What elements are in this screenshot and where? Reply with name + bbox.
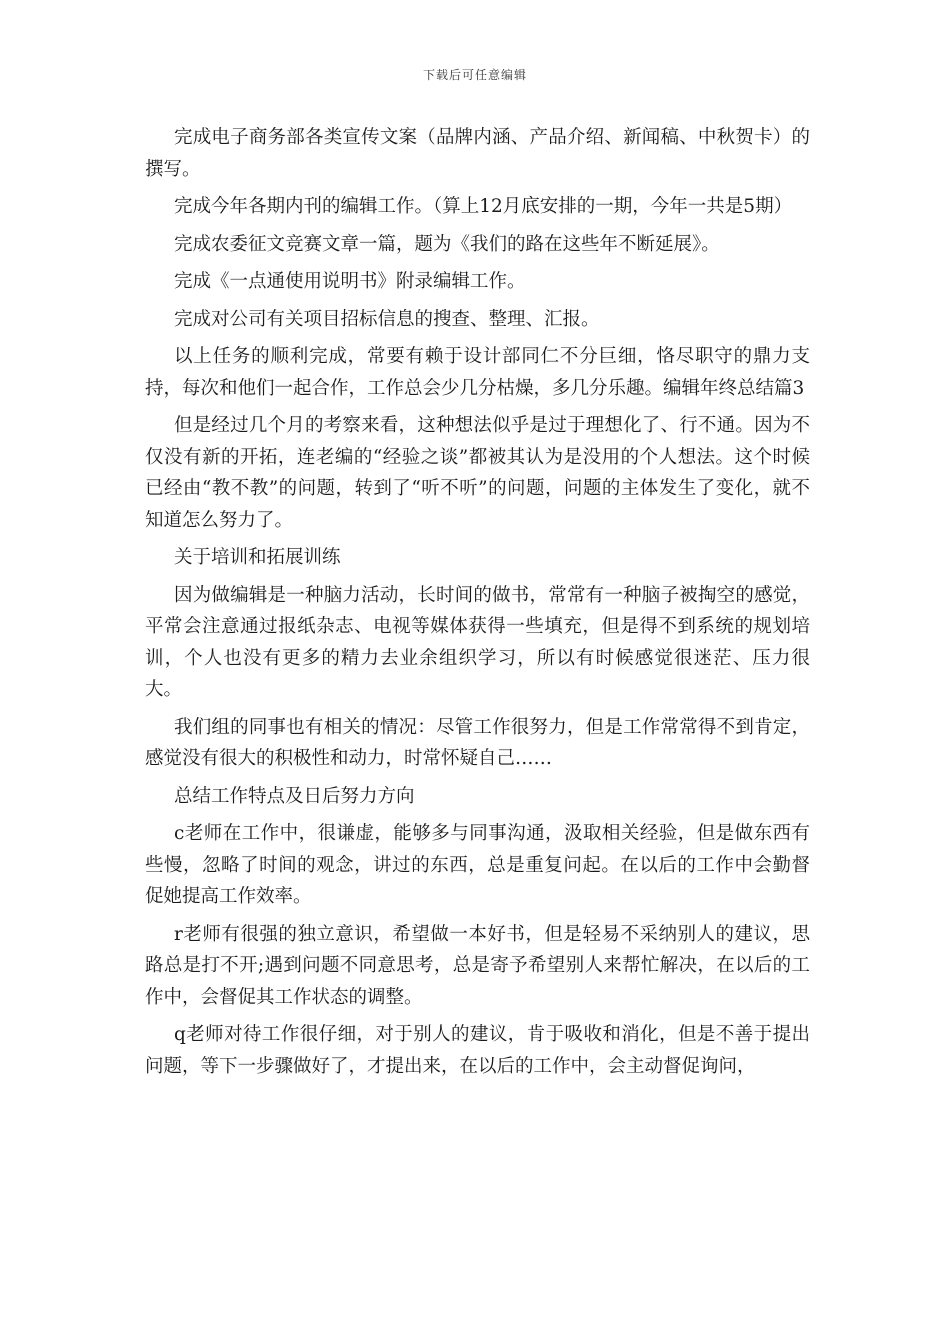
paragraph-6: 以上任务的顺利完成，常要有赖于设计部同仁不分巨细，恪尽职守的鼎力支持，每次和他们一起合作，工作总会少几分枯燥，多几分乐趣。编辑年终总结篇3 bbox=[145, 346, 810, 399]
section-heading-training: 关于培训和拓展训练 bbox=[174, 547, 341, 568]
paragraph-1: 完成电子商务部各类宣传文案（品牌内涵、产品介绍、新闻稿、中秋贺卡）的撰写。 bbox=[145, 127, 810, 180]
paragraph-3: 完成农委征文竞赛文章一篇，题为《我们的路在这些年不断延展》。 bbox=[174, 233, 720, 255]
section-heading-summary: 总结工作特点及日后努力方向 bbox=[174, 785, 415, 807]
paragraph-2: 完成今年各期内刊的编辑工作。（算上12月底安排的一期，今年一共是5期） bbox=[174, 196, 793, 217]
paragraph-7: 但是经过几个月的考察来看，这种想法似乎是过于理想化了、行不通。因为不仅没有新的开拓，连老编的“经验之谈”都被其认为是没用的个人想法。这个时候已经由“教不教”的问题，转到了“听不听”的问题，问题的主体发生了变化，就不知道怎么努力了。 bbox=[145, 415, 810, 531]
paragraph-13: r老师有很强的独立意识，希望做一本好书，但是轻易不采纳别人的建议，思路总是打不开;遇到问题不同意思考，总是寄予希望别人来帮忙解决，在以后的工作中，会督促其工作状态的调整。 bbox=[145, 923, 810, 1008]
paragraph-9: 因为做编辑是一种脑力活动，长时间的做书，常常有一种脑子被掏空的感觉，平常会注意通过报纸杂志、电视等媒体获得一些填充，但是得不到系统的规划培训，个人也没有更多的精力去业余组织学习，所以有时候感觉很迷茫、压力很大。 bbox=[145, 584, 810, 700]
document-body bbox=[145, 122, 810, 1082]
paragraph-10: 我们组的同事也有相关的情况：尽管工作很努力，但是工作常常得不到肯定，感觉没有很大的积极性和动力，时常怀疑自己…… bbox=[145, 716, 810, 769]
paragraph-5: 完成对公司有关项目招标信息的搜查、整理、汇报。 bbox=[174, 308, 600, 330]
paragraph-12: c老师在工作中，很谦虚，能够多与同事沟通，汲取相关经验，但是做东西有些慢，忽略了时间的观念，讲过的东西，总是重复问起。在以后的工作中会勤督促她提高工作效率。 bbox=[145, 823, 810, 907]
paragraph-4: 完成《一点通使用说明书》附录编辑工作。 bbox=[174, 271, 526, 292]
paragraph-14: q老师对待工作很仔细，对于别人的建议，肯于吸收和消化，但是不善于提出问题，等下一步骤做好了，才提出来，在以后的工作中，会主动督促询问， bbox=[145, 1024, 810, 1077]
page-header-note: 下载后可任意编辑 bbox=[422, 68, 527, 82]
